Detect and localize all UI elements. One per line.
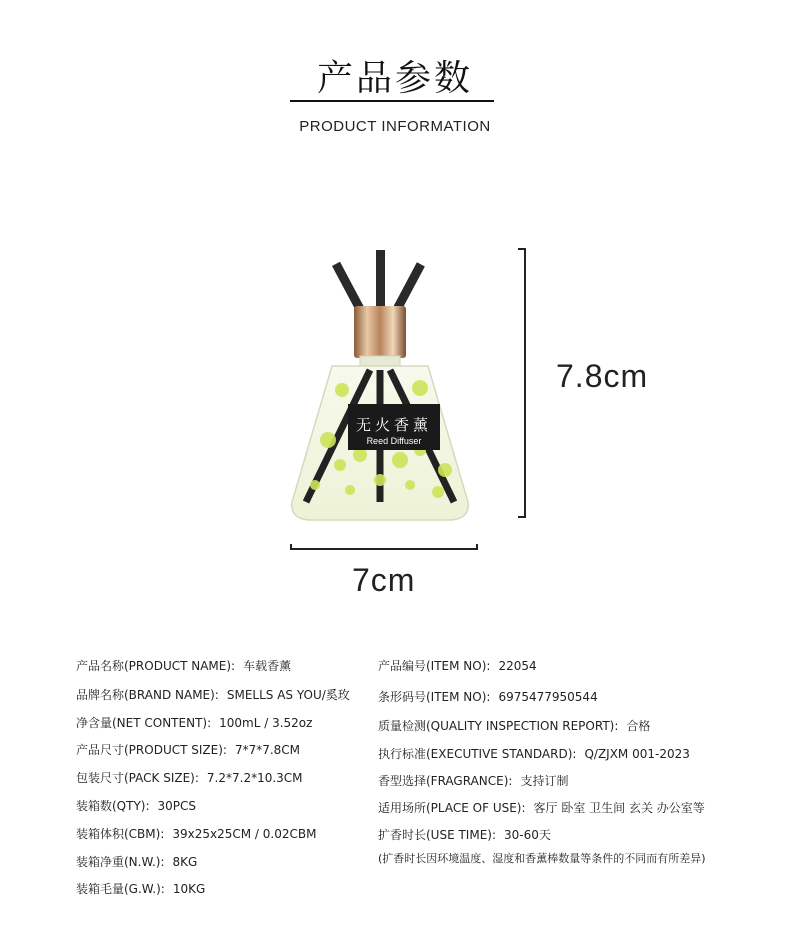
width-dimension-label: 7cm xyxy=(352,562,416,598)
spec-row-product-name xyxy=(76,658,291,674)
spec-label: 装箱净重(N.W.): xyxy=(76,855,165,869)
spec-value: 7.2*7.2*10.3CM xyxy=(206,771,303,785)
spec-row-qty xyxy=(76,798,196,814)
bottle-neck xyxy=(360,356,400,366)
label-text-cn: 无火香薰 xyxy=(355,416,433,434)
spec-label: 扩香时长(USE TIME): xyxy=(378,828,497,842)
spec-row-use-time xyxy=(378,827,551,843)
width-dimension-line xyxy=(290,548,478,550)
spec-row-brand-name xyxy=(76,687,350,703)
spec-value: Q/ZJXM 001-2023 xyxy=(584,747,690,761)
spec-value: SMELLS AS YOU/奚玫 xyxy=(226,688,350,702)
spec-value: 7*7*7.8CM xyxy=(234,743,301,757)
spec-label: 净含量(NET CONTENT): xyxy=(76,716,212,730)
spec-value: 10KG xyxy=(172,882,206,896)
gold-cap xyxy=(354,306,406,358)
spec-row-cbm xyxy=(76,826,316,842)
spec-label: 产品名称(PRODUCT NAME): xyxy=(76,659,236,673)
spec-row-quality-inspection xyxy=(378,718,650,734)
spec-row-net-weight xyxy=(76,854,197,870)
spec-row-barcode xyxy=(378,689,598,705)
label-text-en: Reed Diffuser xyxy=(366,436,422,446)
spec-value: 6975477950544 xyxy=(498,690,598,704)
spec-row-item-no xyxy=(378,658,537,674)
height-dimension-line xyxy=(524,248,526,518)
spec-label: 执行标准(EXECUTIVE STANDARD): xyxy=(378,747,577,761)
width-dimension-cap xyxy=(290,544,292,550)
spec-value: 22054 xyxy=(498,659,537,673)
spec-row-gross-weight xyxy=(76,881,205,897)
reed-diffuser-image xyxy=(270,240,490,530)
height-dimension-cap xyxy=(518,516,526,518)
height-dimension-cap xyxy=(518,248,526,250)
spec-row-executive-standard xyxy=(378,746,690,762)
spec-label: 装箱体积(CBM): xyxy=(76,827,165,841)
spec-label: 包装尺寸(PACK SIZE): xyxy=(76,771,199,785)
spec-value: 支持订制 xyxy=(520,774,569,788)
spec-row-fragrance xyxy=(378,773,568,789)
spec-value: 8KG xyxy=(172,855,198,869)
spec-label: 适用场所(PLACE OF USE): xyxy=(378,801,526,815)
spec-label: 装箱毛量(G.W.): xyxy=(76,882,165,896)
spec-value: 100mL / 3.52oz xyxy=(219,716,313,730)
spec-row-place-of-use xyxy=(378,800,705,816)
spec-label: 条形码号(ITEM NO): xyxy=(378,690,491,704)
page-title-cn: 产品参数 xyxy=(316,58,473,99)
spec-label: 质量检测(QUALITY INSPECTION REPORT): xyxy=(378,719,619,733)
height-dimension-label: 7.8cm xyxy=(556,358,649,394)
spec-value: 30-60天 xyxy=(504,828,551,842)
spec-value: 车载香薰 xyxy=(243,659,292,673)
spec-value: 合格 xyxy=(626,719,651,733)
use-time-note: (扩香时长因环境温度、湿度和香薰棒数量等条件的不同而有所差异) xyxy=(378,852,706,865)
spec-label: 产品编号(ITEM NO): xyxy=(378,659,491,673)
spec-label: 品牌名称(BRAND NAME): xyxy=(76,688,219,702)
width-dimension-cap xyxy=(476,544,478,550)
spec-label: 香型选择(FRAGRANCE): xyxy=(378,774,513,788)
spec-label: 装箱数(QTY): xyxy=(76,799,150,813)
spec-label: 产品尺寸(PRODUCT SIZE): xyxy=(76,743,227,757)
page-title-en: PRODUCT INFORMATION xyxy=(299,118,491,135)
spec-value: 客厅 卧室 卫生间 玄关 办公室等 xyxy=(533,801,705,815)
spec-row-pack-size xyxy=(76,770,303,786)
spec-row-product-size xyxy=(76,742,300,758)
spec-value: 30PCS xyxy=(157,799,197,813)
spec-value: 39x25x25CM / 0.02CBM xyxy=(172,827,317,841)
spec-row-net-content xyxy=(76,715,312,731)
title-underline xyxy=(290,100,494,102)
